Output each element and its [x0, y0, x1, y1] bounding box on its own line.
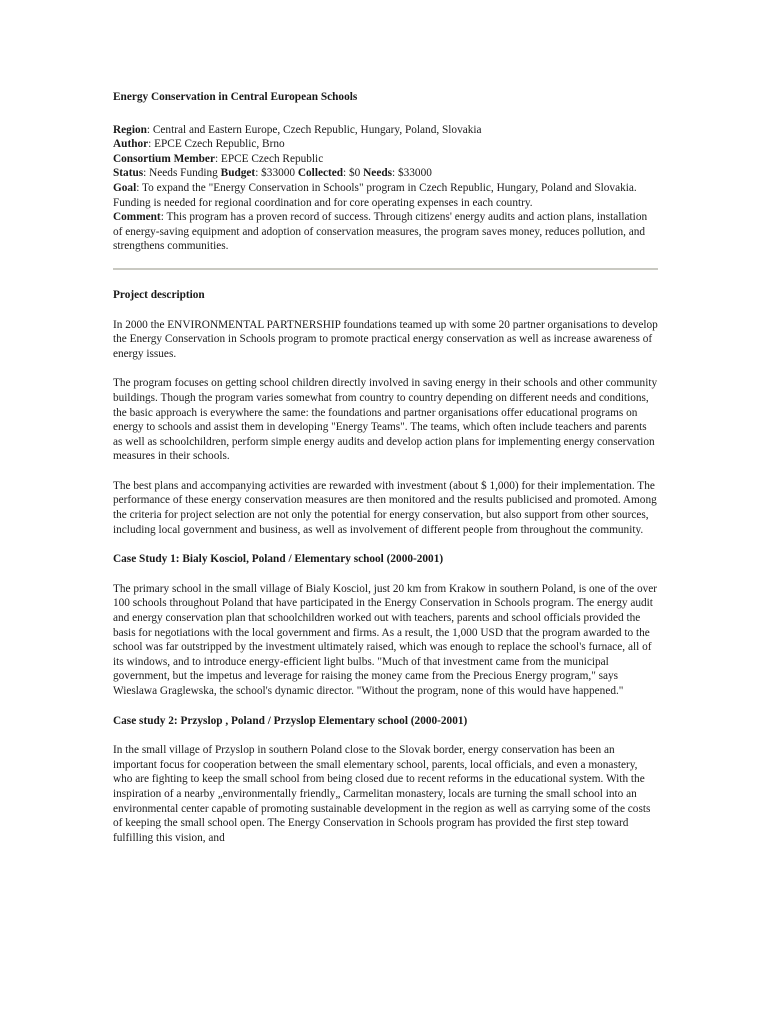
goal-line — [113, 181, 658, 210]
author-value: : EPCE Czech Republic, Brno — [148, 138, 285, 151]
region-line — [113, 123, 658, 138]
document-title: Energy Conservation in Central European Schools — [113, 91, 358, 103]
document-body — [113, 90, 658, 860]
comment-value: : This program has a proven record of success. Through citizens' energy audits and action plans, installation of energy-saving equipment and adoption of conservation measures, the program saves money, reduces pollution, and strengthens communities. — [113, 211, 648, 253]
case-study-1-text: The primary school in the small village of Bialy Kosciol, just 20 km from Krakow in southern Poland, is one of the over 100 schools throughout Poland that have participated in the Energy Conservation in Schools program. The energy audit and energy conservation plan that schoolchildren worked out with teachers, parents and school officials provided the basis for negotiations with the local government and firms. As a result, the 1,000 USD that the program awarded to the school was far outstripped by the investment ultimately raised, which was enough to replace the school's furnace, all of its windows, and to introduce energy-efficient light bulbs. "Much of that investment came from the municipal government, but the impetus and leverage for raising the money came from the Precious Energy program," says Wieslawa Graglewska, the school's dynamic director. "Without the program, none of this would have happened." — [113, 582, 658, 697]
comment-line — [113, 210, 658, 254]
comment-label: Comment — [113, 211, 161, 224]
needs-value: : $33000 — [392, 167, 432, 180]
case-study-1-heading: Case Study 1: Bialy Kosciol, Poland / Elementary school (2000-2001) — [113, 553, 444, 566]
collected-label: Collected — [297, 167, 344, 180]
metadata-block — [113, 123, 658, 254]
section-divider — [113, 268, 658, 270]
project-description-heading: Project description — [113, 288, 205, 301]
consortium-value: : EPCE Czech Republic — [214, 152, 324, 165]
status-label: Status — [113, 167, 144, 180]
region-value: : Central and Eastern Europe, Czech Republic, Hungary, Poland, Slovakia — [146, 123, 482, 136]
author-line — [113, 137, 658, 152]
budget-label: Budget — [220, 167, 256, 180]
collected-value: : $0 — [343, 167, 364, 180]
budget-value: : $33000 — [255, 167, 298, 180]
paragraph-program-focus: The program focuses on getting school children directly involved in saving energy in their schools and other community buildings. Though the program varies somewhat from country to country depending on different needs and conditions, the basic approach is everywhere the same: the foundations and partner organisations offer educational programs on energy to schools and assist them in developing "Energy Teams". The teams, which often include teachers and parents as well as schoolchildren, perform simple energy audits and develop action plans for implementing energy conservation measures in their schools. — [113, 377, 658, 463]
paragraph-intro: In 2000 the ENVIRONMENTAL PARTNERSHIP foundations teamed up with some 20 partner organisations to develop the Energy Conservation in Schools program to promote practical energy conservation as well as increase awareness of energy issues. — [113, 318, 658, 360]
paragraph-rewards: The best plans and accompanying activities are rewarded with investment (about $ 1,000) for their implementation. The performance of these energy conservation measures are then monitored and the results publicised and promoted. Among the criteria for project selection are not only the potential for energy conservation, but also support from other sources, including local government and business, as well as involvement of different people from throughout the community. — [113, 479, 657, 536]
goal-value: : To expand the "Energy Conservation in Schools" program in Czech Republic, Hungary, Poland and Slovakia. Funding is needed for regional coordination and for core operating expenses in each country. — [113, 181, 637, 209]
status-line — [113, 166, 658, 181]
consortium-label: Consortium Member — [113, 152, 215, 165]
author-label: Author — [113, 138, 149, 151]
region-label: Region — [113, 123, 147, 136]
case-study-2-text: In the small village of Przyslop in southern Poland close to the Slovak border, energy conservation has been an important focus for cooperation between the small elementary school, parents, local officials, and even a monastery, who are fighting to keep the small school from being closed due to recent reforms in the educational system. With the inspiration of a nearby „environmentally friendly„ Carmelitan monastery, locals are turning the small school into an environmental center capable of promoting sustainable development in the region as well as carrying some of the costs of keeping the small school open. The Energy Conservation in Schools program has provided the first step toward fulfilling this vision, and — [113, 744, 651, 844]
needs-label: Needs — [363, 167, 393, 180]
case-study-2-heading: Case study 2: Przyslop , Poland / Przyslop Elementary school (2000-2001) — [113, 714, 468, 727]
consortium-line — [113, 152, 658, 167]
status-value: : Needs Funding — [143, 167, 221, 180]
goal-label: Goal — [113, 181, 137, 194]
